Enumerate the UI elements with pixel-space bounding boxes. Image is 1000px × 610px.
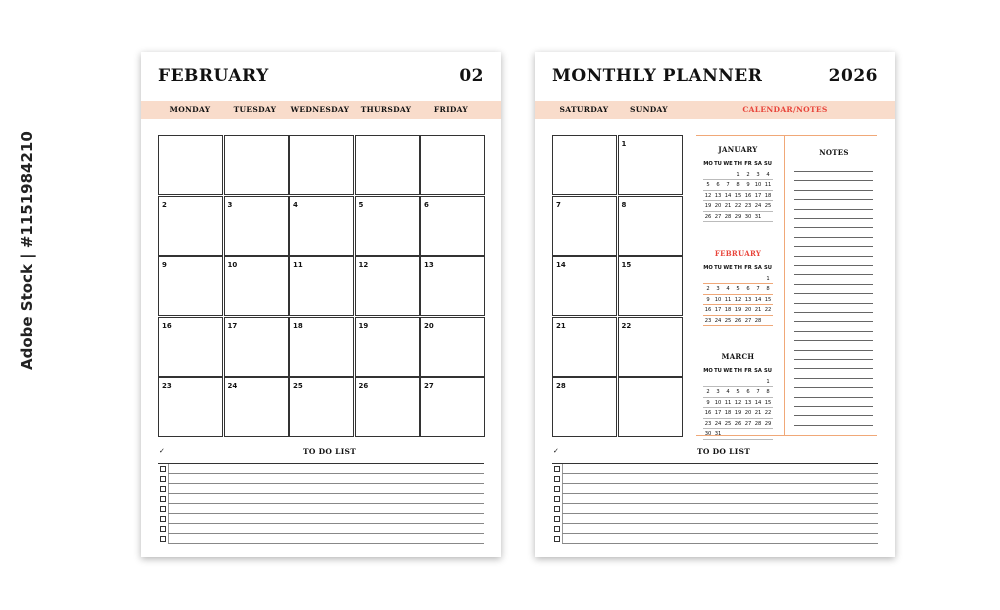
day-cell[interactable] <box>158 317 223 377</box>
day-cell[interactable] <box>224 196 289 256</box>
todo-checkbox[interactable] <box>554 536 560 542</box>
mini-day: 28 <box>723 212 733 223</box>
day-cell[interactable] <box>224 317 289 377</box>
notes-line[interactable] <box>794 293 873 294</box>
day-cell[interactable] <box>552 256 617 316</box>
mini-day <box>763 212 773 223</box>
day-cell[interactable] <box>618 256 683 316</box>
mini-day: 17 <box>713 305 723 316</box>
weekday-label: SATURDAY <box>559 105 609 114</box>
mini-day: 7 <box>753 387 763 398</box>
day-cell[interactable] <box>420 377 485 437</box>
day-cell[interactable] <box>289 377 354 437</box>
mini-weekday-header: SA <box>754 161 762 167</box>
notes-line[interactable] <box>794 209 873 210</box>
mini-day: 3 <box>713 284 723 295</box>
day-cell[interactable] <box>420 317 485 377</box>
day-number: 12 <box>358 261 369 269</box>
mini-day: 21 <box>753 408 763 419</box>
mini-day: 16 <box>703 305 713 316</box>
mini-day: 9 <box>703 295 713 306</box>
weekday-label: WEDNESDAY <box>290 105 350 114</box>
mini-day: 31 <box>753 212 763 223</box>
todo-checkbox[interactable] <box>160 506 166 512</box>
day-number: 4 <box>293 200 298 209</box>
todo-line[interactable] <box>562 533 878 534</box>
mini-day: 24 <box>713 419 723 430</box>
mini-day: 26 <box>733 419 743 430</box>
day-cell[interactable] <box>618 135 683 195</box>
mini-day: 18 <box>723 408 733 419</box>
notes-line[interactable] <box>794 368 873 369</box>
mini-day: 29 <box>763 419 773 430</box>
day-number: 16 <box>162 321 172 330</box>
day-cell[interactable] <box>552 196 617 256</box>
mini-weekday-header: TH <box>734 265 742 271</box>
mini-day: 19 <box>703 201 713 212</box>
mini-calendar-title: MARCH <box>721 352 755 361</box>
notes-line[interactable] <box>794 246 873 247</box>
todo-checkbox[interactable] <box>160 526 166 532</box>
notes-line[interactable] <box>794 359 873 360</box>
mini-day <box>753 429 763 440</box>
mini-day: 2 <box>743 170 753 181</box>
day-cell[interactable] <box>420 196 485 256</box>
mini-day: 17 <box>713 408 723 419</box>
mini-day: 14 <box>753 398 763 409</box>
mini-weekday-header: MO <box>703 368 713 374</box>
mini-day: 2 <box>703 284 713 295</box>
mini-day: 22 <box>733 201 743 212</box>
mini-day: 6 <box>713 180 723 191</box>
weekday-label: SUNDAY <box>630 105 668 114</box>
monthly-planner-page <box>535 52 895 557</box>
mini-day <box>743 274 753 285</box>
month-title: FEBRUARY <box>158 66 269 86</box>
mini-weekday-header: TH <box>734 161 742 167</box>
notes-line[interactable] <box>794 274 873 275</box>
february-page <box>141 52 501 557</box>
todo-line[interactable] <box>168 503 484 504</box>
day-cell[interactable] <box>618 317 683 377</box>
todo-top-rule <box>552 463 878 464</box>
day-cell[interactable] <box>289 256 354 316</box>
todo-line[interactable] <box>168 513 484 514</box>
mini-day: 11 <box>723 295 733 306</box>
mini-day: 1 <box>763 377 773 388</box>
mini-weekday-header: WE <box>723 161 733 167</box>
todo-checkbox[interactable] <box>160 496 166 502</box>
todo-line[interactable] <box>562 523 878 524</box>
mini-weekday-header: TU <box>714 368 722 374</box>
mini-day: 10 <box>713 295 723 306</box>
day-number: 26 <box>358 382 369 390</box>
check-icon: ✓ <box>159 447 165 455</box>
mini-day: 26 <box>703 212 713 223</box>
notes-title: NOTES <box>819 148 849 157</box>
calendar-notes-label: CALENDAR/NOTES <box>742 105 828 114</box>
mini-day: 7 <box>753 284 763 295</box>
notes-line[interactable] <box>794 180 873 181</box>
notes-line[interactable] <box>794 190 873 191</box>
mini-day: 30 <box>703 429 713 440</box>
mini-day <box>763 316 773 327</box>
mini-weekday-header: SA <box>754 265 762 271</box>
mini-day: 7 <box>723 180 733 191</box>
mini-day: 20 <box>743 408 753 419</box>
mini-day: 19 <box>733 408 743 419</box>
mini-day: 27 <box>743 419 753 430</box>
mini-day: 15 <box>763 398 773 409</box>
day-cell[interactable] <box>355 256 420 316</box>
mini-day: 5 <box>733 387 743 398</box>
mini-day: 9 <box>743 180 753 191</box>
mini-day: 20 <box>743 305 753 316</box>
mini-day: 24 <box>753 201 763 212</box>
todo-checkbox[interactable] <box>554 506 560 512</box>
day-cell[interactable] <box>420 135 485 195</box>
mini-day: 14 <box>753 295 763 306</box>
notes-line[interactable] <box>794 387 873 388</box>
planner-title: MONTHLY PLANNER <box>552 66 763 86</box>
weekday-label: FRIDAY <box>433 105 469 114</box>
todo-checkbox[interactable] <box>554 486 560 492</box>
todo-line[interactable] <box>562 513 878 514</box>
mini-day: 8 <box>763 387 773 398</box>
notes-line[interactable] <box>794 284 873 285</box>
mini-day: 21 <box>753 305 763 316</box>
todo-checkbox[interactable] <box>160 486 166 492</box>
todo-line[interactable] <box>562 543 878 544</box>
mini-day: 8 <box>763 284 773 295</box>
mini-day: 25 <box>763 201 773 212</box>
day-cell[interactable] <box>224 135 289 195</box>
mini-day: 3 <box>713 387 723 398</box>
mini-day: 16 <box>743 191 753 202</box>
todo-checkbox[interactable] <box>160 536 166 542</box>
day-number: 11 <box>293 261 303 269</box>
day-number: 6 <box>424 200 429 209</box>
day-number: 23 <box>162 382 172 390</box>
day-number: 15 <box>621 261 632 269</box>
mini-day: 22 <box>763 408 773 419</box>
notes-line[interactable] <box>794 340 873 341</box>
day-cell[interactable] <box>224 377 289 437</box>
notes-line[interactable] <box>794 256 873 257</box>
day-cell[interactable] <box>158 256 223 316</box>
mini-day <box>703 274 713 285</box>
todo-checkbox[interactable] <box>160 516 166 522</box>
mini-day: 18 <box>723 305 733 316</box>
todo-line[interactable] <box>168 543 484 544</box>
mini-day: 13 <box>743 295 753 306</box>
todo-line[interactable] <box>562 473 878 474</box>
mini-day: 21 <box>723 201 733 212</box>
mini-day: 4 <box>763 170 773 181</box>
mini-day: 14 <box>723 191 733 202</box>
mini-day <box>743 429 753 440</box>
mini-day <box>713 377 723 388</box>
notes-line[interactable] <box>794 425 873 426</box>
mini-weekday-header: FR <box>744 265 752 271</box>
mini-weekday-header: FR <box>744 161 752 167</box>
weekday-label: THURSDAY <box>360 105 412 114</box>
mini-weekday-header: FR <box>744 368 752 374</box>
notes-line[interactable] <box>794 397 873 398</box>
day-number: 14 <box>556 261 566 269</box>
mini-day: 10 <box>713 398 723 409</box>
mini-day <box>723 377 733 388</box>
mini-weekday-header: SA <box>754 368 762 374</box>
day-number: 2 <box>162 200 167 209</box>
stock-watermark: Adobe Stock | #1151984210 <box>18 131 36 370</box>
todo-line[interactable] <box>168 523 484 524</box>
mini-day: 6 <box>743 284 753 295</box>
planner-year: 2026 <box>828 66 878 86</box>
day-cell[interactable] <box>289 196 354 256</box>
day-cell[interactable] <box>355 377 420 437</box>
mini-weekday-header: WE <box>723 368 733 374</box>
day-number: 24 <box>227 382 238 390</box>
mini-day: 1 <box>733 170 743 181</box>
todo-top-rule <box>158 463 484 464</box>
notes-line[interactable] <box>794 237 873 238</box>
mini-day: 23 <box>703 316 713 327</box>
mini-day: 24 <box>713 316 723 327</box>
day-cell[interactable] <box>224 256 289 316</box>
notes-line[interactable] <box>794 171 873 172</box>
day-number: 1 <box>621 140 627 148</box>
notes-line[interactable] <box>794 265 873 266</box>
mini-day: 2 <box>703 387 713 398</box>
mini-day: 25 <box>723 419 733 430</box>
mini-day <box>733 274 743 285</box>
mini-day: 13 <box>713 191 723 202</box>
day-cell[interactable] <box>552 317 617 377</box>
day-number: 18 <box>293 321 303 330</box>
notes-line[interactable] <box>794 199 873 200</box>
mini-day: 31 <box>713 429 723 440</box>
day-cell[interactable] <box>355 135 420 195</box>
mini-day: 4 <box>723 284 733 295</box>
mini-day: 8 <box>733 180 743 191</box>
mini-day <box>703 377 713 388</box>
mini-day: 5 <box>703 180 713 191</box>
mini-weekday-header: TU <box>714 161 722 167</box>
mini-calendar-title: JANUARY <box>718 145 758 154</box>
mini-calendar-grid <box>703 366 773 440</box>
mini-day <box>723 274 733 285</box>
day-number: 8 <box>621 200 627 209</box>
day-cell[interactable] <box>618 196 683 256</box>
day-cell[interactable] <box>355 196 420 256</box>
mini-day: 23 <box>703 419 713 430</box>
mini-weekday-header: WE <box>723 265 733 271</box>
todo-line[interactable] <box>168 493 484 494</box>
todo-title: TO DO LIST <box>697 447 751 456</box>
mini-day <box>753 274 763 285</box>
mini-day: 16 <box>703 408 713 419</box>
todo-checkbox[interactable] <box>554 526 560 532</box>
day-cell[interactable] <box>289 135 354 195</box>
mini-day: 27 <box>713 212 723 223</box>
day-cell[interactable] <box>158 196 223 256</box>
mini-day: 1 <box>763 274 773 285</box>
panel-divider <box>784 135 785 435</box>
mini-day: 20 <box>713 201 723 212</box>
check-icon: ✓ <box>553 447 559 455</box>
mini-weekday-header: TH <box>734 368 742 374</box>
notes-line[interactable] <box>794 312 873 313</box>
day-number: 25 <box>293 382 303 390</box>
todo-line[interactable] <box>168 473 484 474</box>
notes-line[interactable] <box>794 331 873 332</box>
todo-checkbox[interactable] <box>160 466 166 472</box>
mini-day: 12 <box>733 398 743 409</box>
weekday-label: TUESDAY <box>233 105 277 114</box>
day-number: 21 <box>556 321 566 330</box>
mini-weekday-header: SU <box>764 161 772 167</box>
weekday-label: MONDAY <box>169 105 211 114</box>
mini-day <box>743 377 753 388</box>
day-cell[interactable] <box>355 317 420 377</box>
mini-calendar-title: FEBRUARY <box>714 249 762 258</box>
notes-line[interactable] <box>794 321 873 322</box>
day-number: 28 <box>556 382 566 390</box>
todo-checkbox[interactable] <box>160 476 166 482</box>
todo-checkbox[interactable] <box>554 516 560 522</box>
mini-day: 28 <box>753 316 763 327</box>
mini-day <box>723 429 733 440</box>
mini-day: 27 <box>743 316 753 327</box>
day-cell[interactable] <box>618 377 683 437</box>
mini-day <box>733 429 743 440</box>
day-number: 27 <box>424 382 434 390</box>
day-number: 9 <box>162 261 167 269</box>
mini-day: 12 <box>703 191 713 202</box>
day-cell[interactable] <box>420 256 485 316</box>
todo-title: TO DO LIST <box>303 447 357 456</box>
day-cell[interactable] <box>552 135 617 195</box>
mini-day: 22 <box>763 305 773 316</box>
mini-day <box>713 170 723 181</box>
notes-line[interactable] <box>794 303 873 304</box>
mini-day: 26 <box>733 316 743 327</box>
mini-day: 11 <box>723 398 733 409</box>
todo-line[interactable] <box>562 503 878 504</box>
day-number: 10 <box>227 261 238 269</box>
mini-weekday-header: SU <box>764 368 772 374</box>
mini-day: 4 <box>723 387 733 398</box>
todo-line[interactable] <box>168 533 484 534</box>
notes-line[interactable] <box>794 350 873 351</box>
month-number: 02 <box>459 66 484 86</box>
mini-weekday-header: TU <box>714 265 722 271</box>
mini-day <box>763 429 773 440</box>
mini-day: 11 <box>763 180 773 191</box>
notes-line[interactable] <box>794 227 873 228</box>
mini-day: 12 <box>733 295 743 306</box>
mini-weekday-header: SU <box>764 265 772 271</box>
mini-day: 17 <box>753 191 763 202</box>
day-number: 13 <box>424 261 434 269</box>
mini-calendar-grid <box>703 263 773 326</box>
notes-line[interactable] <box>794 378 873 379</box>
todo-checkbox[interactable] <box>554 476 560 482</box>
panel-top-border <box>696 135 877 136</box>
notes-line[interactable] <box>794 218 873 219</box>
todo-checkbox[interactable] <box>554 466 560 472</box>
mini-day: 18 <box>763 191 773 202</box>
day-number: 22 <box>621 321 632 330</box>
mini-day: 3 <box>753 170 763 181</box>
mini-day: 19 <box>733 305 743 316</box>
mini-day: 25 <box>723 316 733 327</box>
mini-day: 15 <box>733 191 743 202</box>
todo-line[interactable] <box>562 493 878 494</box>
mini-day: 13 <box>743 398 753 409</box>
day-number: 5 <box>358 200 364 209</box>
mini-day <box>713 274 723 285</box>
day-cell[interactable] <box>158 377 223 437</box>
mini-day: 6 <box>743 387 753 398</box>
day-number: 7 <box>556 200 561 209</box>
mini-day: 10 <box>753 180 763 191</box>
mini-day: 15 <box>763 295 773 306</box>
mini-day: 28 <box>753 419 763 430</box>
mini-day <box>703 170 713 181</box>
mini-day: 30 <box>743 212 753 223</box>
mini-day: 5 <box>733 284 743 295</box>
day-number: 17 <box>227 321 238 330</box>
mini-day: 29 <box>733 212 743 223</box>
day-number: 20 <box>424 321 434 330</box>
notes-line[interactable] <box>794 406 873 407</box>
mini-day <box>753 377 763 388</box>
day-number: 19 <box>358 321 369 330</box>
mini-day: 23 <box>743 201 753 212</box>
mini-calendar-grid <box>703 159 773 222</box>
day-cell[interactable] <box>158 135 223 195</box>
notes-line[interactable] <box>794 415 873 416</box>
mini-day <box>723 170 733 181</box>
day-cell[interactable] <box>289 317 354 377</box>
mini-day: 9 <box>703 398 713 409</box>
day-cell[interactable] <box>552 377 617 437</box>
mini-weekday-header: MO <box>703 265 713 271</box>
mini-day <box>733 377 743 388</box>
todo-checkbox[interactable] <box>554 496 560 502</box>
weekday-header-band <box>141 101 501 119</box>
day-number: 3 <box>227 200 233 209</box>
mini-weekday-header: MO <box>703 161 713 167</box>
weekday-header-band <box>535 101 895 119</box>
todo-line[interactable] <box>562 483 878 484</box>
todo-line[interactable] <box>168 483 484 484</box>
